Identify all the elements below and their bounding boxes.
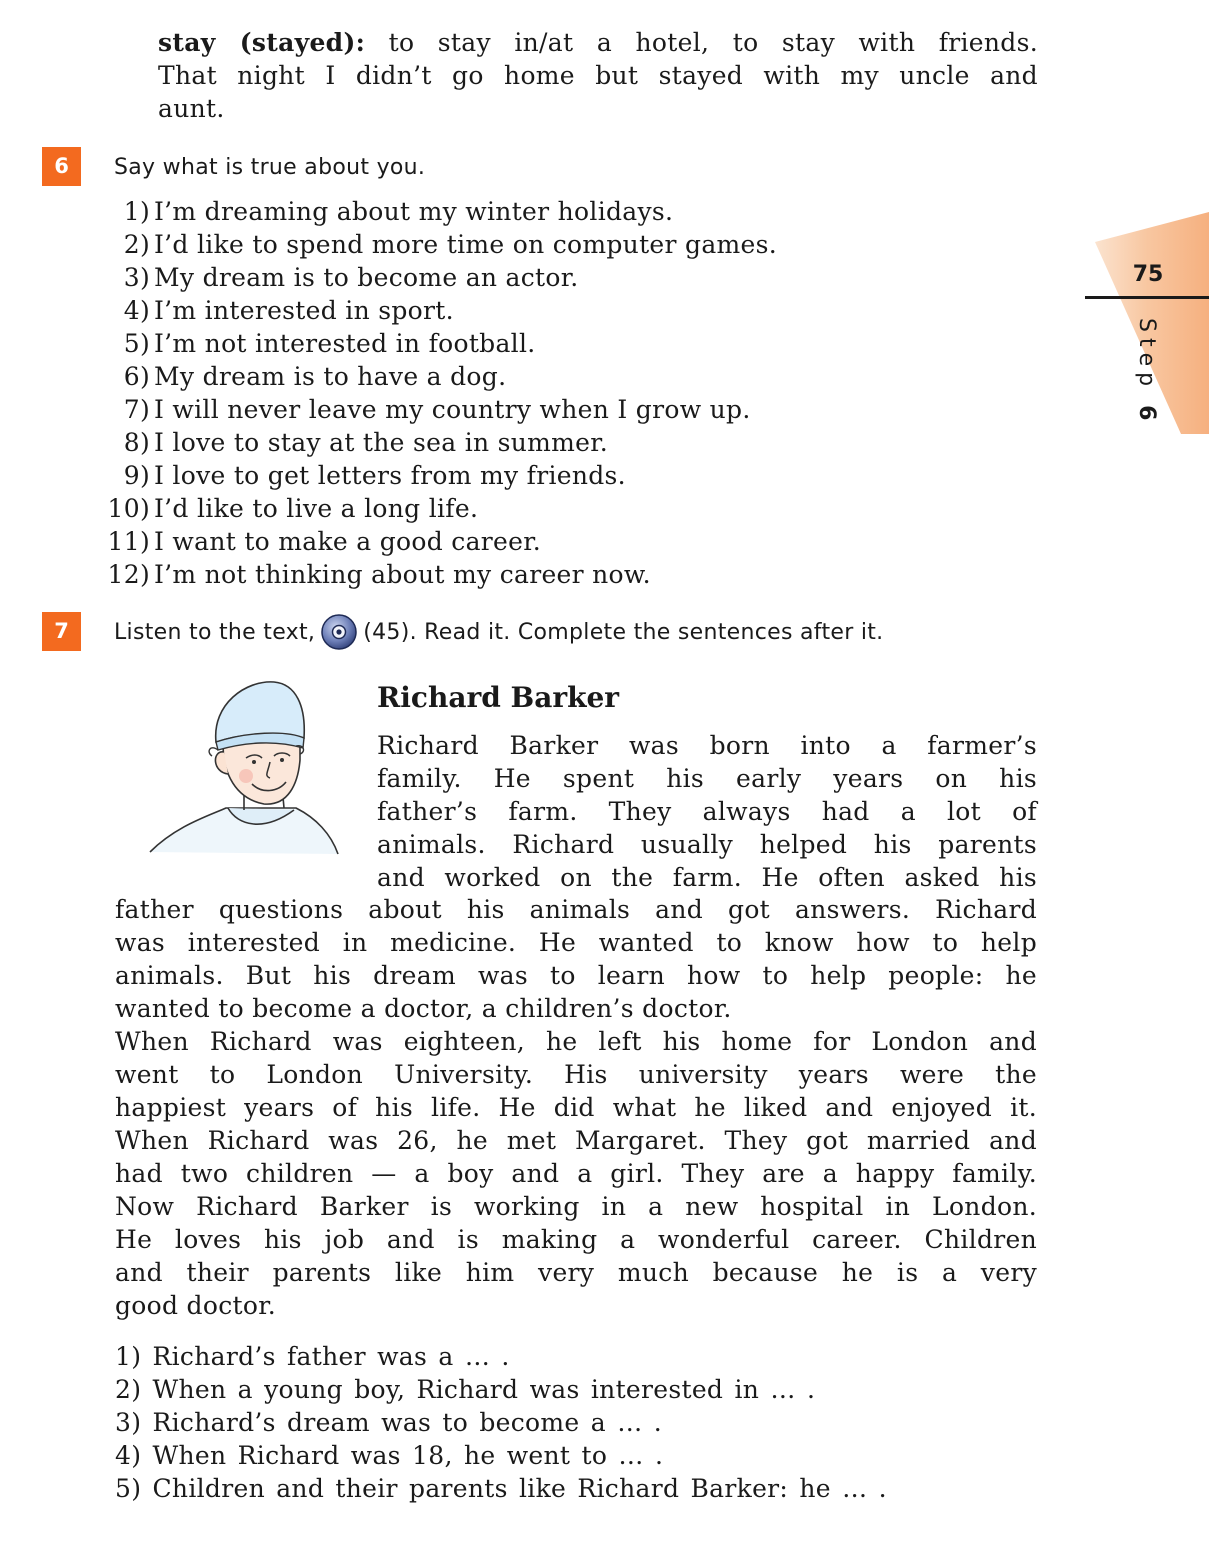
- list-item: 3) Richard’s dream was to become a … .: [115, 1408, 662, 1437]
- list-item: [96, 393, 777, 426]
- list-item: [96, 261, 777, 294]
- story-line: animals. Richard usually helped his parents: [377, 830, 1037, 859]
- list-item: [96, 195, 777, 228]
- item-text: I will never leave my country when I grow up.: [154, 395, 751, 424]
- exercise-6-list: [96, 195, 777, 591]
- item-text: I want to make a good career.: [154, 527, 541, 556]
- story-line: had two children — a boy and a girl. They are a happy family.: [115, 1159, 1037, 1188]
- story-line: Richard Barker was born into a farmer’s: [377, 731, 1037, 760]
- list-item: [96, 459, 777, 492]
- doctor-illustration: [146, 676, 342, 860]
- page-number-rule: [1085, 296, 1209, 299]
- item-number: 11): [107, 527, 150, 556]
- list-item: [96, 525, 777, 558]
- vocab-entry: [158, 26, 1038, 125]
- item-number: 9): [123, 461, 150, 490]
- cd-icon[interactable]: [321, 614, 357, 650]
- item-text: I love to get letters from my friends.: [154, 461, 626, 490]
- story-title: Richard Barker: [377, 681, 620, 714]
- exercise-number-6: 6: [42, 147, 81, 186]
- item-number: 10): [107, 494, 150, 523]
- story-line: When Richard was eighteen, he left his home for London and: [115, 1027, 1037, 1056]
- story-line: animals. But his dream was to learn how to help people: he: [115, 961, 1037, 990]
- item-text: I’d like to spend more time on computer games.: [154, 230, 778, 259]
- item-text: I’m not thinking about my career now.: [154, 560, 651, 589]
- story-line: was interested in medicine. He wanted to know how to help: [115, 928, 1037, 957]
- item-number: 4): [123, 296, 150, 325]
- item-text: I’m interested in sport.: [154, 296, 454, 325]
- exercise-7-instruction: [114, 614, 883, 650]
- item-text: I’m dreaming about my winter holidays.: [154, 197, 674, 226]
- item-text: I’d like to live a long life.: [154, 494, 479, 523]
- step-label: [1134, 318, 1159, 426]
- story-line: father’s farm. They always had a lot of: [377, 797, 1037, 826]
- list-item: [96, 426, 777, 459]
- item-number: 6): [123, 362, 150, 391]
- item-number: 7): [123, 395, 150, 424]
- step-word: Step: [1134, 318, 1159, 393]
- item-number: 12): [107, 560, 150, 589]
- page-number: 75: [1132, 262, 1164, 287]
- story-text-top: [377, 729, 1037, 894]
- item-text: My dream is to have a dog.: [154, 362, 507, 391]
- story-line: went to London University. His university years were the: [115, 1060, 1037, 1089]
- story-line: and their parents like him very much because he is a very: [115, 1258, 1037, 1287]
- story-line: Now Richard Barker is working in a new hospital in London.: [115, 1192, 1037, 1221]
- list-item: 5) Children and their parents like Richard Barker: he … .: [115, 1474, 887, 1503]
- item-number: 3): [123, 263, 150, 292]
- item-text: I’m not interested in football.: [154, 329, 536, 358]
- list-item: 1) Richard’s father was a … .: [115, 1342, 510, 1371]
- story-line: family. He spent his early years on his: [377, 764, 1037, 793]
- list-item: [96, 327, 777, 360]
- list-item: [96, 360, 777, 393]
- item-number: 8): [123, 428, 150, 457]
- vocab-definition: to stay in/at a hotel, to stay with friends.: [365, 28, 1038, 57]
- instruction-text: (45). Read it. Complete the sentences after it.: [363, 619, 884, 645]
- story-line: He loves his job and is making a wonderful career. Children: [115, 1225, 1037, 1254]
- exercise-6-instruction: Say what is true about you.: [114, 155, 426, 180]
- story-line: and worked on the farm. He often asked his: [377, 863, 1037, 892]
- story-line: When Richard was 26, he met Margaret. They got married and: [115, 1126, 1037, 1155]
- list-item: [96, 558, 777, 591]
- story-line: wanted to become a doctor, a children’s doctor.: [115, 994, 732, 1023]
- list-item: [96, 294, 777, 327]
- story-line: father questions about his animals and got answers. Richard: [115, 895, 1037, 924]
- instruction-text: Listen to the text,: [114, 619, 316, 645]
- list-item: 4) When Richard was 18, he went to … .: [115, 1441, 664, 1470]
- list-item: [96, 228, 777, 261]
- vocab-term: stay (stayed):: [158, 28, 366, 57]
- list-item: [96, 492, 777, 525]
- step-number: 6: [1134, 405, 1159, 427]
- item-number: 2): [123, 230, 150, 259]
- item-text: I love to stay at the sea in summer.: [154, 428, 609, 457]
- item-text: My dream is to become an actor.: [154, 263, 579, 292]
- item-number: 1): [123, 197, 150, 226]
- story-text: [115, 893, 1037, 1322]
- exercise-number-7: 7: [42, 612, 81, 651]
- list-item: 2) When a young boy, Richard was interested in … .: [115, 1375, 816, 1404]
- story-line: happiest years of his life. He did what he liked and enjoyed it.: [115, 1093, 1037, 1122]
- vocab-example-line: That night I didn’t go home but stayed with my uncle and: [158, 61, 1038, 90]
- item-number: 5): [123, 329, 150, 358]
- vocab-example-line: aunt.: [158, 94, 225, 123]
- story-line: good doctor.: [115, 1291, 276, 1320]
- completion-sentences: [115, 1340, 887, 1505]
